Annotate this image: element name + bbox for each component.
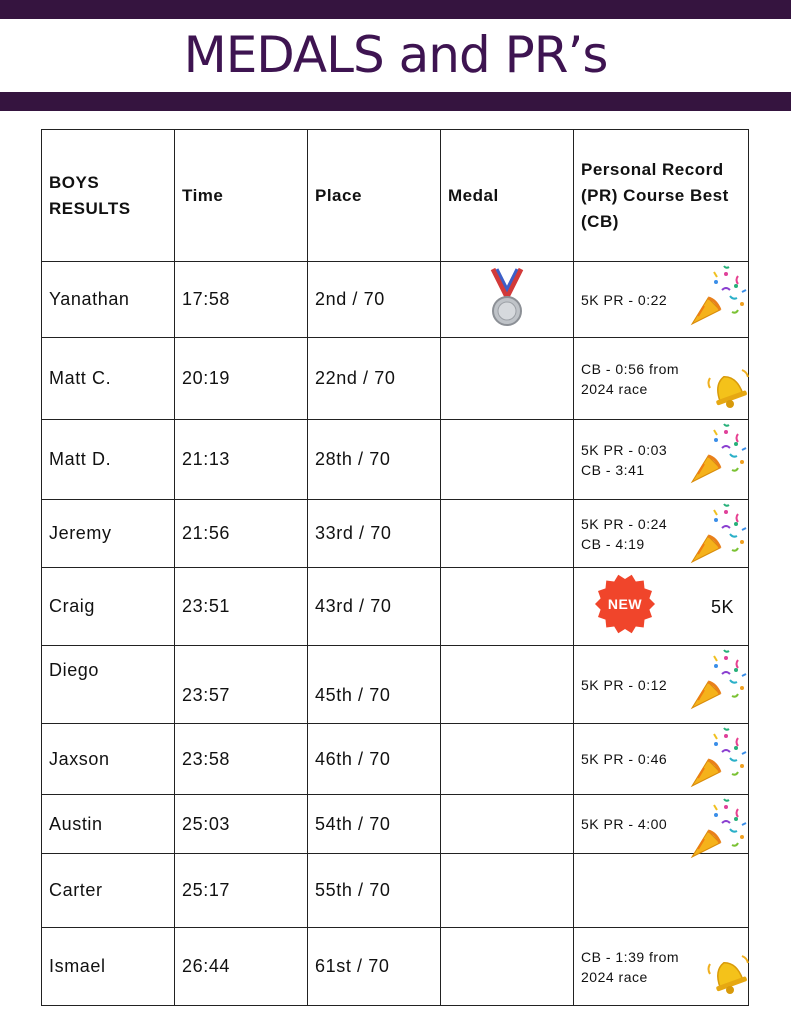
record-cell	[574, 854, 749, 928]
record-cell	[574, 338, 749, 420]
race-place: 2nd / 70	[308, 262, 441, 338]
race-place: 46th / 70	[308, 724, 441, 795]
runner-name: Austin	[42, 795, 175, 854]
header-time: Time	[175, 130, 308, 262]
record-text: 5K PR - 0:24 CB - 4:19	[581, 515, 668, 552]
race-place: 43rd / 70	[308, 568, 441, 646]
table-row	[42, 262, 749, 338]
race-time: 26:44	[175, 928, 308, 1006]
race-place: 28th / 70	[308, 420, 441, 500]
record-cell	[574, 568, 749, 646]
record-cell	[574, 646, 749, 724]
runner-name: Diego	[42, 646, 175, 724]
runner-name: Jaxson	[42, 724, 175, 795]
party-popper-icon	[686, 648, 748, 714]
bottom-banner-bar	[0, 92, 791, 111]
party-popper-icon	[686, 264, 748, 330]
table-row	[42, 928, 749, 1006]
new-badge-icon	[593, 572, 657, 636]
record-text: 5K PR - 0:12	[581, 676, 668, 693]
medal-cell	[441, 724, 574, 795]
medal-cell	[441, 500, 574, 568]
record-cell	[574, 420, 749, 500]
table-row	[42, 420, 749, 500]
top-banner-bar	[0, 0, 791, 19]
medal-cell	[441, 928, 574, 1006]
header-name: BOYS RESULTS	[42, 130, 175, 262]
table-row	[42, 568, 749, 646]
results-table	[41, 129, 749, 1006]
party-popper-icon	[686, 726, 748, 792]
party-popper-icon	[686, 502, 748, 568]
table-row	[42, 500, 749, 568]
silver-medal-icon	[489, 267, 525, 327]
runner-name: Matt C.	[42, 338, 175, 420]
runner-name: Ismael	[42, 928, 175, 1006]
header-record: Personal Record (PR) Course Best (CB)	[574, 130, 749, 262]
record-cell	[574, 500, 749, 568]
record-text: 5K PR - 4:00	[581, 816, 668, 832]
race-time: 20:19	[175, 338, 308, 420]
bell-icon	[704, 364, 750, 410]
race-place: 55th / 70	[308, 854, 441, 928]
record-text: 5K PR - 0:22	[581, 291, 668, 308]
record-cell	[574, 724, 749, 795]
runner-name: Matt D.	[42, 420, 175, 500]
medal-cell	[441, 420, 574, 500]
runner-name: Yanathan	[42, 262, 175, 338]
medal-cell	[441, 262, 574, 338]
medal-cell	[441, 646, 574, 724]
record-text: 5K	[710, 596, 734, 617]
table-row	[42, 854, 749, 928]
race-time: 25:03	[175, 795, 308, 854]
svg-text:NEW: NEW	[607, 596, 643, 612]
header-row	[42, 130, 749, 262]
runner-name: Craig	[42, 568, 175, 646]
race-time: 23:51	[175, 568, 308, 646]
record-text: 5K PR - 0:03 CB - 3:41	[581, 441, 668, 478]
header-place: Place	[308, 130, 441, 262]
race-place: 54th / 70	[308, 795, 441, 854]
runner-name: Jeremy	[42, 500, 175, 568]
race-time: 25:17	[175, 854, 308, 928]
header-medal: Medal	[441, 130, 574, 262]
party-popper-icon	[686, 422, 748, 488]
runner-name: Carter	[42, 854, 175, 928]
race-place: 33rd / 70	[308, 500, 441, 568]
medal-cell	[441, 568, 574, 646]
record-text: 5K PR - 0:46	[581, 751, 668, 767]
record-cell	[574, 928, 749, 1006]
record-text: CB - 1:39 from 2024 race	[581, 948, 680, 985]
bell-icon	[704, 950, 750, 996]
race-place: 61st / 70	[308, 928, 441, 1006]
medal-cell	[441, 338, 574, 420]
medal-cell	[441, 795, 574, 854]
race-time: 23:58	[175, 724, 308, 795]
race-time: 21:13	[175, 420, 308, 500]
race-time: 17:58	[175, 262, 308, 338]
race-place: 45th / 70	[308, 646, 441, 724]
race-time: 23:57	[175, 646, 308, 724]
table-row	[42, 646, 749, 724]
medal-cell	[441, 854, 574, 928]
record-cell	[574, 795, 749, 854]
race-place: 22nd / 70	[308, 338, 441, 420]
table-row	[42, 338, 749, 420]
record-cell	[574, 262, 749, 338]
race-time: 21:56	[175, 500, 308, 568]
record-text: CB - 0:56 from 2024 race	[581, 360, 680, 397]
table-row	[42, 724, 749, 795]
page-title: MEDALS and PR’s	[183, 26, 608, 84]
table-row	[42, 795, 749, 854]
